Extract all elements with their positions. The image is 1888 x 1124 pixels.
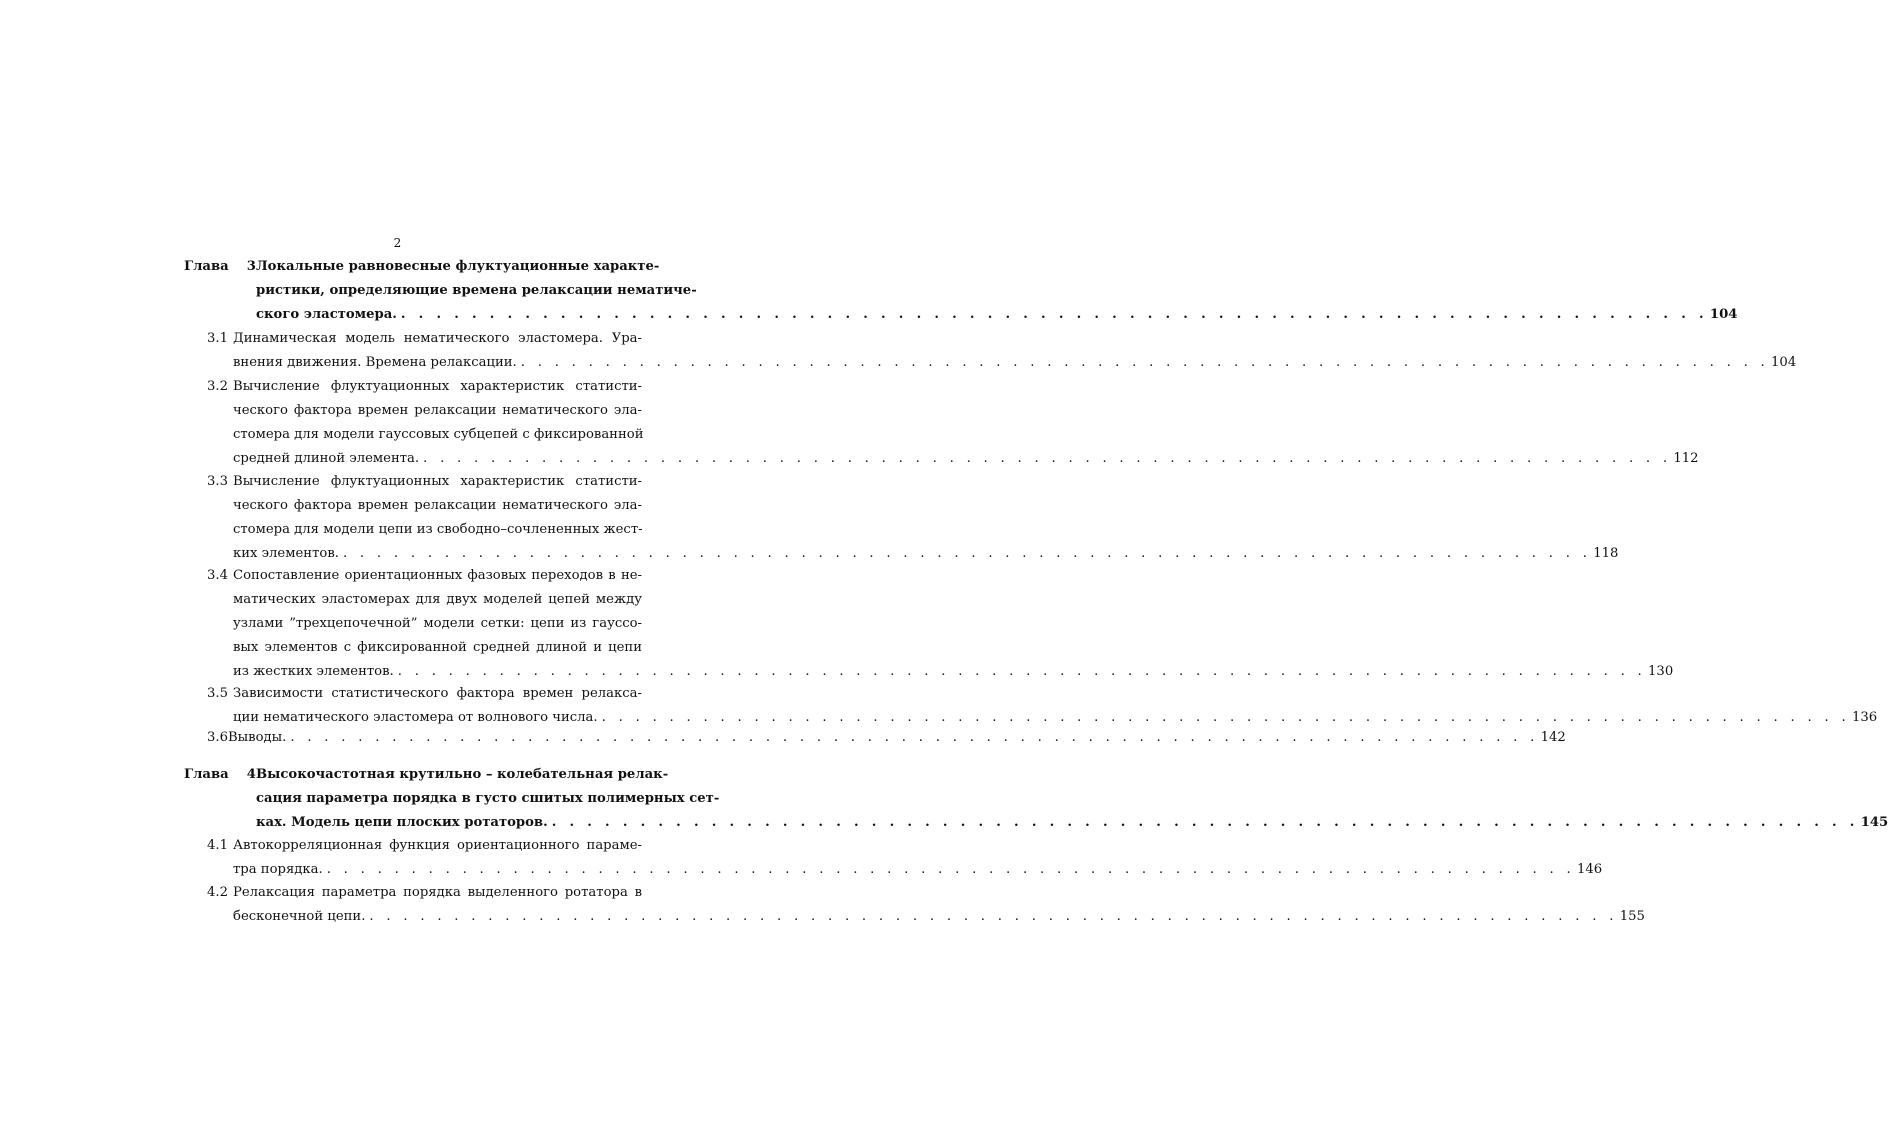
section-title-line: Релаксация параметра порядка выделенного ротатора в: [233, 885, 642, 900]
page-ref: 104: [1771, 355, 1797, 370]
toc-section-3-2[interactable]: [207, 375, 1699, 471]
section-number: 3.3: [207, 474, 228, 489]
section-title-line: ческого фактора времен релаксации нематического эла-: [233, 403, 642, 418]
section-number: 4.1: [207, 838, 228, 853]
toc-section-3-5[interactable]: [207, 682, 1878, 730]
chapter-title-line: сация параметра порядка в густо сшитых полимерных сет-: [256, 791, 720, 806]
page-number: 2: [393, 236, 402, 250]
leader-dots: [327, 858, 1575, 882]
section-title-line: Вычисление флуктуационных характеристик статисти-: [233, 474, 642, 489]
toc-section-4-2[interactable]: [207, 881, 1645, 929]
section-title-line: узлами ”трехцепочечной” модели сетки: цепи из гауссо-: [233, 616, 642, 631]
leader-dots: [423, 447, 1671, 471]
page-ref: 145: [1860, 815, 1888, 830]
chapter-title-line: ристики, определяющие времена релаксации нематиче-: [256, 283, 697, 298]
leader-dots: [401, 303, 1708, 327]
section-title-line: внения движения. Времена релаксации.: [233, 355, 517, 370]
chapter-label: Глава 3: [184, 259, 256, 274]
toc-chapter-4[interactable]: [184, 763, 1888, 835]
chapter-label: Глава 4: [184, 767, 256, 782]
section-title-line: Вычисление флуктуационных характеристик статисти-: [233, 379, 642, 394]
section-title-line: тра порядка.: [233, 862, 323, 877]
page-ref: 155: [1619, 909, 1645, 924]
page-ref: 142: [1540, 730, 1566, 745]
toc-section-3-3[interactable]: [207, 470, 1619, 566]
section-title-line: вых элементов с фиксированной средней длиной и цепи: [233, 640, 642, 655]
section-title-line: стомера для модели гауссовых субцепей с фиксированной: [233, 427, 644, 442]
section-number: 3.2: [207, 379, 228, 394]
toc-section-3-6[interactable]: [207, 726, 1566, 750]
section-title-line: ческого фактора времен релаксации нематического эла-: [233, 498, 642, 513]
chapter-title-line: Локальные равновесные флуктуационные характе-: [256, 259, 660, 274]
toc-section-3-4[interactable]: [207, 564, 1674, 684]
chapter-title-line: ках. Модель цепи плоских ротаторов.: [256, 815, 548, 830]
page-ref: 130: [1648, 664, 1674, 679]
section-number: 3.1: [207, 331, 228, 346]
section-title-line: стомера для модели цепи из свободно–сочлененных жест-: [233, 522, 643, 537]
page-ref: 112: [1673, 451, 1699, 466]
section-title-line: средней длиной элемента.: [233, 451, 420, 466]
page-ref: 104: [1709, 307, 1738, 322]
page-ref: 118: [1593, 546, 1619, 561]
leader-dots: [398, 660, 1646, 684]
toc-section-4-1[interactable]: [207, 834, 1603, 882]
section-title-line: Сопоставление ориентационных фазовых переходов в не-: [233, 568, 642, 583]
section-title-line: Динамическая модель нематического эластомера. Ура-: [233, 331, 642, 346]
section-title-line: Выводы.: [227, 730, 287, 745]
toc-section-3-1[interactable]: [207, 327, 1797, 375]
section-title-line: Зависимости статистического фактора времен релакса-: [233, 686, 642, 701]
section-title-line: ких элементов.: [233, 546, 339, 561]
section-title-line: бесконечной цепи.: [233, 909, 366, 924]
leader-dots: [552, 811, 1859, 835]
page-ref: 146: [1577, 862, 1603, 877]
section-number: 4.2: [207, 885, 228, 900]
section-title-line: Автокорреляционная функция ориентационного параме-: [233, 838, 642, 853]
section-title-line: ции нематического эластомера от волнового числа.: [233, 710, 598, 725]
section-number: 3.6: [207, 730, 228, 745]
section-number: 3.5: [207, 686, 228, 701]
leader-dots: [343, 542, 1591, 566]
leader-dots: [521, 351, 1769, 375]
page-ref: 136: [1851, 710, 1878, 725]
chapter-title-line: ского эластомера.: [256, 307, 397, 322]
section-title-line: матических эластомерах для двух моделей цепей между: [233, 592, 642, 607]
leader-dots: [369, 905, 1617, 929]
chapter-title-line: Высокочастотная крутильно – колебательная релак-: [256, 767, 669, 782]
toc-chapter-3[interactable]: [184, 255, 1738, 327]
section-number: 3.4: [207, 568, 228, 583]
section-title-line: из жестких элементов.: [233, 664, 394, 679]
leader-dots: [290, 726, 1538, 750]
